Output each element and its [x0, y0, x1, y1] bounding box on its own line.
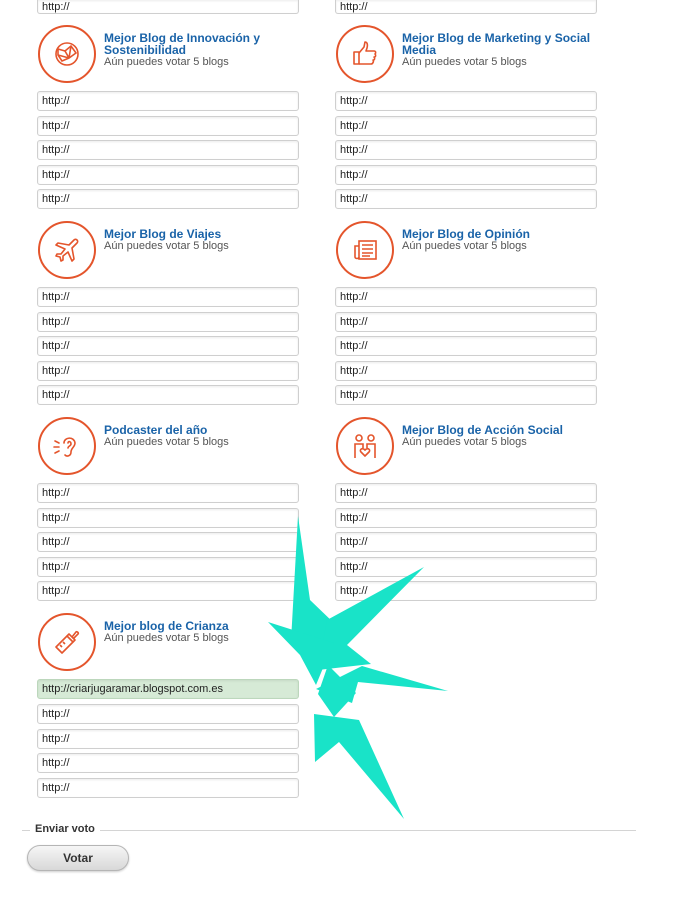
url-input[interactable]: [37, 0, 299, 14]
url-input[interactable]: [335, 312, 597, 332]
url-input[interactable]: [37, 508, 299, 528]
url-input[interactable]: [37, 140, 299, 160]
votes-remaining: Aún puedes votar 5 blogs: [402, 56, 527, 68]
category-title: Mejor blog de Crianza: [104, 619, 229, 633]
url-input[interactable]: [335, 336, 597, 356]
category-title: Mejor Blog de Acción Social: [402, 423, 563, 437]
baby-bottle-icon: [38, 613, 96, 671]
people-heart-icon: [336, 417, 394, 475]
url-input[interactable]: [335, 361, 597, 381]
url-input[interactable]: [335, 581, 597, 601]
submit-legend: Enviar voto: [30, 823, 100, 835]
url-input[interactable]: [335, 557, 597, 577]
url-input[interactable]: [37, 557, 299, 577]
url-input[interactable]: [37, 729, 299, 749]
url-input[interactable]: [37, 778, 299, 798]
votes-remaining: Aún puedes votar 5 blogs: [402, 240, 527, 252]
votes-remaining: Aún puedes votar 5 blogs: [104, 436, 229, 448]
url-input[interactable]: [37, 165, 299, 185]
url-input[interactable]: [37, 287, 299, 307]
url-input[interactable]: [335, 385, 597, 405]
url-input[interactable]: [335, 140, 597, 160]
category-title: Mejor Blog de Innovación y Sostenibilidad: [104, 31, 261, 57]
url-input[interactable]: [37, 116, 299, 136]
url-input[interactable]: [37, 753, 299, 773]
url-input[interactable]: [335, 165, 597, 185]
newspaper-icon: [336, 221, 394, 279]
url-input[interactable]: [335, 91, 597, 111]
url-input[interactable]: [335, 116, 597, 136]
thumbs-up-icon: [336, 25, 394, 83]
ear-icon: [38, 417, 96, 475]
airplane-icon: [38, 221, 96, 279]
category-title: Mejor Blog de Viajes: [104, 227, 222, 241]
url-input[interactable]: [335, 483, 597, 503]
category-title: Mejor Blog de Opinión: [402, 227, 530, 241]
url-input[interactable]: [37, 704, 299, 724]
url-input[interactable]: [37, 91, 299, 111]
vote-button[interactable]: Votar: [27, 845, 129, 871]
url-input[interactable]: [37, 361, 299, 381]
url-input[interactable]: [335, 508, 597, 528]
url-input[interactable]: [37, 532, 299, 552]
globe-network-icon: [38, 25, 96, 83]
fieldset-border: [22, 830, 636, 831]
url-input[interactable]: [335, 0, 597, 14]
url-input[interactable]: [335, 189, 597, 209]
url-input[interactable]: [37, 679, 299, 699]
votes-remaining: Aún puedes votar 5 blogs: [104, 632, 229, 644]
url-input[interactable]: [37, 581, 299, 601]
url-input[interactable]: [37, 385, 299, 405]
url-input[interactable]: [335, 287, 597, 307]
arrow-pointer: [318, 665, 356, 717]
arrow-pointer: [314, 714, 404, 819]
arrow-pointer: [316, 666, 448, 703]
category-title: Podcaster del año: [104, 423, 208, 437]
url-input[interactable]: [37, 483, 299, 503]
votes-remaining: Aún puedes votar 5 blogs: [402, 436, 527, 448]
url-input[interactable]: [37, 189, 299, 209]
votes-remaining: Aún puedes votar 5 blogs: [104, 240, 229, 252]
votes-remaining: Aún puedes votar 5 blogs: [104, 56, 229, 68]
category-title: Mejor Blog de Marketing y Social Media: [402, 31, 591, 57]
url-input[interactable]: [335, 532, 597, 552]
url-input[interactable]: [37, 312, 299, 332]
url-input[interactable]: [37, 336, 299, 356]
